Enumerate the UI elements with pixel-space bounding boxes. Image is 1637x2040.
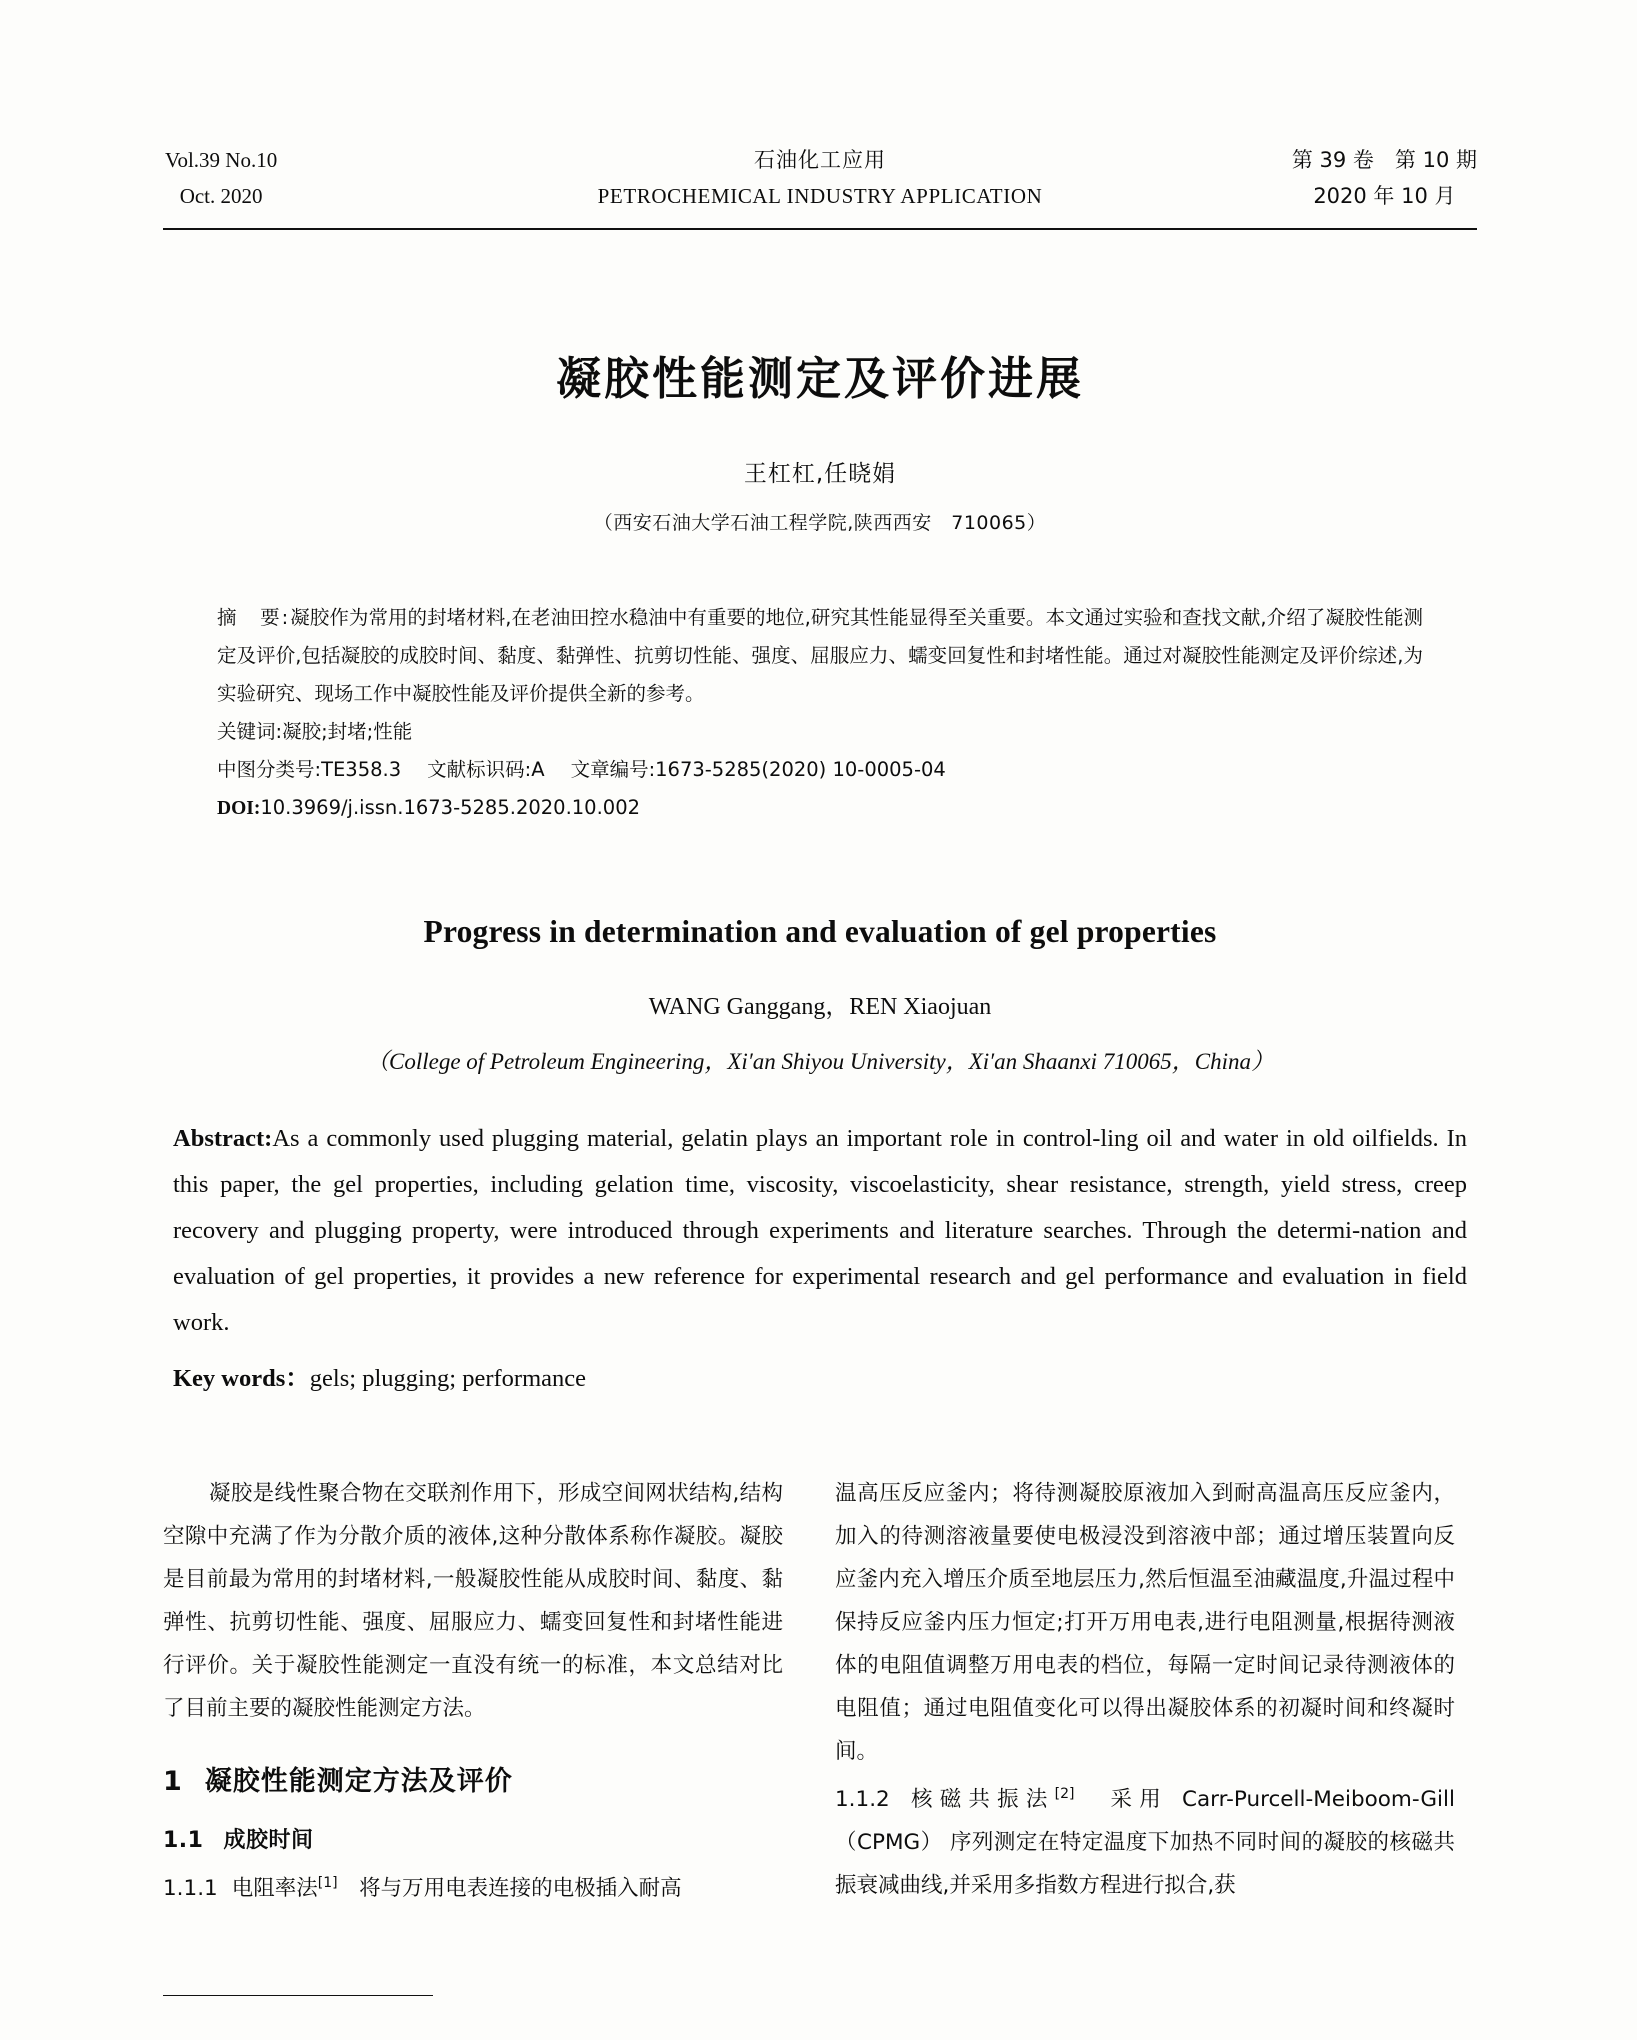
classification-line (217, 751, 1423, 789)
abstract-en-block (155, 1116, 1485, 1346)
article-id-label: 文章编号: (570, 758, 656, 781)
authors-cn: 王杠杠,任晓娟 (743, 461, 897, 487)
keywords-en-block (155, 1356, 1485, 1402)
section-title: 核磁共振法 (903, 1787, 1055, 1813)
journal-name-en: PETROCHEMICAL INDUSTRY APPLICATION (597, 184, 1043, 208)
section-title: 成胶时间 (223, 1828, 314, 1853)
keywords-cn-label: 关键词: (217, 720, 283, 743)
journal-date-en: Oct. 2020 (179, 184, 263, 208)
doc-code-value: A (531, 758, 545, 781)
affiliation-cn: （西安石油大学石油工程学院,陕西西安 710065） (593, 512, 1047, 534)
section-heading-1-1 (163, 1819, 783, 1862)
section-number: 1.1 (163, 1828, 204, 1853)
abstract-en-label: Abstract: (173, 1125, 273, 1152)
abstract-cn-label: 摘 要: (217, 606, 291, 629)
doc-code-label: 文献标识码: (427, 758, 532, 781)
affiliation-en: （College of Petroleum Engineering，Xi′an Shiyou University，Xi′an Shaanxi 710065，China） (365, 1049, 1274, 1074)
body-paragraph: 温高压反应釜内；将待测凝胶原液加入到耐高温高压反应釜内，加入的待测溶液量要使电极浸没到溶液中部；通过增压装置向反应釜内充入增压介质至地层压力,然后恒温至油藏温度,升温过程中保持反应釜内压力恒定;打开万用电表,进行电阻测量,根据待测液体的电阻值调整万用电表的档位，每隔一定时间记录待测液体的电阻值；通过电阻值变化可以得出凝胶体系的初凝时间和终凝时间。 (835, 1481, 1455, 1764)
clc-label: 中图分类号: (217, 758, 322, 781)
citation-ref: [2] (1054, 1786, 1075, 1802)
section-heading-1-1-1 (163, 1862, 783, 1910)
section-body-text: 将与万用电表连接的电极插入耐高 (337, 1876, 682, 1902)
section-number: 1.1.2 (835, 1787, 890, 1813)
section-body-text: 采用 Carr-Purcell-Meiboom-Gill（CPMG） 序列测定在特定温度下加热不同时间的凝胶的核磁共振衰减曲线,并采用多指数方程进行拟合,获 (835, 1787, 1455, 1899)
keywords-cn (217, 713, 1423, 751)
authors-en: WANG Ganggang，REN Xiaojuan (648, 994, 992, 1020)
body-column-left (163, 1472, 783, 1910)
body-column-right (835, 1472, 1455, 1910)
journal-volume-cn: 第 39 卷 第 10 期 (1291, 148, 1477, 172)
running-head (155, 0, 1485, 234)
abstract-cn (217, 599, 1423, 713)
page-content (155, 0, 1485, 1910)
body-paragraph: 凝胶是线性聚合物在交联剂作用下，形成空间网状结构,结构空隙中充满了作为分散介质的液体,这种分散体系称作凝胶。凝胶是目前最为常用的封堵材料,一般凝胶性能从成胶时间、黏度、黏弹性、抗剪切性能、强度、屈服应力、蠕变回复性和封堵性能进行评价。关于凝胶性能测定一直没有统一的标准，本文总结对比了目前主要的凝胶性能测定方法。 (163, 1481, 783, 1721)
section-heading-1-1-2 (835, 1773, 1455, 1907)
doi-line (217, 789, 1423, 828)
page-title-en: Progress in determination and evaluation of gel properties (423, 914, 1217, 949)
section-title: 电阻率法 (231, 1876, 318, 1902)
doi-label: DOI: (217, 798, 261, 819)
keywords-en-text: gels; plugging; performance (309, 1365, 587, 1392)
abstract-cn-block (155, 599, 1485, 828)
section-number: 1.1.1 (163, 1876, 218, 1902)
running-head-right (1292, 142, 1477, 214)
keywords-cn-text: 凝胶;封堵;性能 (282, 720, 413, 743)
journal-name-cn: 石油化工应用 (754, 148, 886, 172)
doi-value: 10.3969/j.issn.1673-5285.2020.10.002 (260, 796, 641, 819)
abstract-en-text: As a commonly used plugging material, gelatin plays an important role in control-ling oil and water in old oilfields. In this paper, the gel properties, including gelation time, viscosity, viscoelasticity, shear resistance, strength, yield stress, creep recovery and plugging property, were introduced through experiments and literature searches. Through the determi-nation and evaluation of gel properties, it provides a new reference for experimental research and gel performance and evaluation in field work. (173, 1125, 1467, 1336)
header-divider (163, 228, 1477, 230)
journal-volume: Vol.39 No.10 (165, 148, 278, 172)
keywords-en-label: Key words： (173, 1365, 310, 1392)
footnote-divider (163, 1995, 433, 1996)
page-title-cn: 凝胶性能测定及评价进展 (555, 352, 1084, 405)
article-id-value: 1673-5285(2020) 10-0005-04 (655, 758, 946, 781)
abstract-cn-text: 凝胶作为常用的封堵材料,在老油田控水稳油中有重要的地位,研究其性能显得至关重要。本文通过实验和查找文献,介绍了凝胶性能测定及评价,包括凝胶的成胶时间、黏度、黏弹性、抗剪切性能、强度、屈服应力、蠕变回复性和封堵性能。通过对凝胶性能测定及评价综述,为实验研究、现场工作中凝胶性能及评价提供全新的参考。 (217, 606, 1423, 705)
body-columns (155, 1472, 1485, 1910)
citation-ref: [1] (317, 1875, 338, 1891)
section-heading-1 (163, 1760, 783, 1803)
running-head-center (155, 142, 1485, 214)
section-title: 凝胶性能测定方法及评价 (204, 1766, 513, 1797)
section-number: 1 (163, 1766, 183, 1797)
clc-value: TE358.3 (321, 758, 402, 781)
journal-date-cn: 2020 年 10 月 (1313, 184, 1456, 208)
